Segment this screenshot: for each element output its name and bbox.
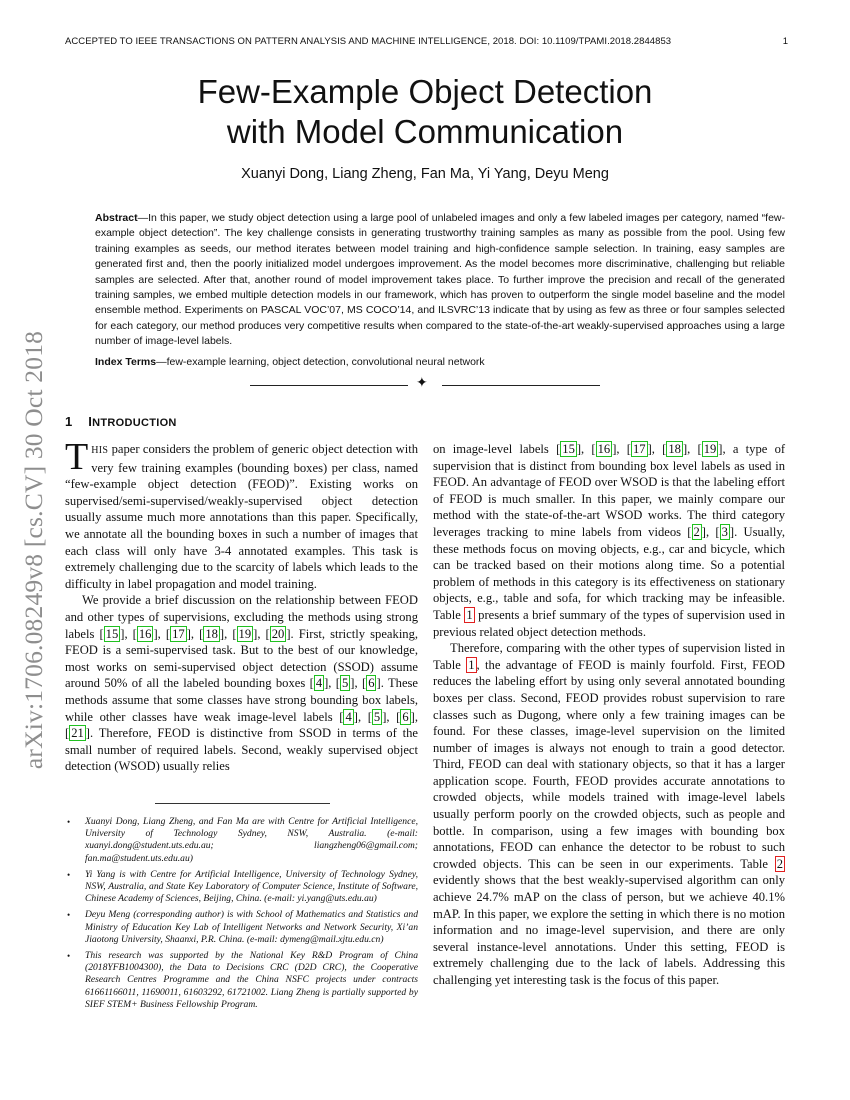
table-ref-link[interactable]: 1 bbox=[466, 607, 473, 622]
footnote-rule bbox=[155, 803, 330, 804]
divider-line-left bbox=[250, 385, 408, 386]
arxiv-stamp-text: arXiv:1706.08249v8 [cs.CV] 30 Oct 2018 bbox=[19, 330, 48, 770]
section-divider bbox=[250, 376, 600, 392]
intro-text: paper considers the problem of generic object detection with very few training examples (bounding boxes) per class, named “few-example object detection (FEOD)”. Existing works on supervised/semi-supervised/weakly-supervised object detection usually assume much more annotations than this paper. Specifically, we annotate all the bounding boxes in such a number of images that each class will only have 3-4 annotated examples. This task is extremely challenging due to the scarcity of labels which leads to the difficulty in label propagation and model training. bbox=[65, 442, 418, 591]
citation-link[interactable]: 15 bbox=[562, 442, 575, 456]
intro-paragraph-3: on image-level labels [ 15 ], [ 16 ], [ 17 ], [ 18 ], [ 19 ], a type of supervision that is distinct from bounding box level labels as used in FEOD. An advantage of FEOD over WSOD is that the labeling effort of FEOD is much smaller. In this paper, we mainly compare our method with the state-of-the-art WSOD works. The third category leverages tracking to mine labels from videos [ 2 ], [ 3 ]. Usually, these methods focus on moving objects, e.g., car and bicycle, which can be tracked based on their motions along time. So a potential problem of methods in this category is its effectiveness on stationary objects, e.g., table and sofa, for which tracking may be infeasible. Table 1 presents a brief summary of the types of supervision used in previous related object detection methods. bbox=[433, 442, 786, 639]
citation-link[interactable]: 19 bbox=[238, 626, 252, 641]
p3-text-a: on image-level labels bbox=[433, 442, 557, 456]
intro-paragraph-4 bbox=[433, 640, 785, 988]
abstract-text: —In this paper, we study object detection using a large pool of unlabeled images and only a few labeled images per category, named “few-example object detection”. The key challenge consists in generating trustworthy training samples as many as possible from the pool. Using few training examples as seeds, our method iterates between model training and high-confidence sample selection. In training, easy samples are generated first and, then the poorly initialized model undergoes improvement. As the model becomes more discriminative, challenging but reliable samples are selected. After that, another round of model improvement takes place. To further improve the precision and recall of the generated training samples, we embed multiple detection models in our framework, which has proven to outperform the single model baseline and the model ensemble method. Experiments on PASCAL VOC’07, MS COCO’14, and ILSVRC’13 indicate that by using as few as three or four samples selected for each category, our method produces very competitive results when compared to the state-of-the-art weakly-supervised approaches using a large number of image-level labels. bbox=[95, 212, 785, 348]
section-title-rest: NTRODUCTION bbox=[92, 417, 177, 429]
left-column bbox=[65, 436, 419, 775]
citation-link[interactable]: 18 bbox=[205, 626, 218, 641]
abstract bbox=[95, 211, 785, 350]
p3-text-c: . Usually, these methods focus on moving objects, e.g., car and bicycle, which can be tracked based on their motions along time. So a potential problem of methods in this category is its effectiveness on stationary objects, e.g., table and sofa, for which tracking may be infeasible. Table bbox=[433, 524, 786, 622]
citation-link[interactable]: 16 bbox=[597, 442, 611, 456]
section-heading bbox=[65, 414, 177, 429]
p3-text-d: presents a brief summary of the types of supervision used in previous related object detection methods. bbox=[433, 607, 785, 639]
p3-text-b: , a type of supervision that is distinct from bounding box level labels as used in FEOD. An advantage of FEOD over WSOD is that the labeling effort of FEOD is much smaller. In this paper, we mainly compare our method with the state-of-the-art WSOD works. The third category leverages tracking to mine labels from videos bbox=[433, 442, 786, 539]
section-title-initial: I bbox=[88, 414, 93, 429]
citation-link[interactable]: 3 bbox=[721, 524, 728, 539]
paper-title bbox=[0, 72, 850, 152]
citation-link[interactable]: 17 bbox=[172, 626, 185, 641]
drop-cap: T bbox=[65, 436, 89, 478]
citation-link[interactable]: 19 bbox=[703, 442, 717, 456]
bullet-icon: • bbox=[67, 910, 71, 921]
footnote-item bbox=[65, 816, 418, 865]
p2-text-b: . First, strictly speaking, FEOD is a semi-supervised task. But to the best of our knowledge, most works on semi-supervised object detection (SSOD) assume around 50% of all the labeled bounding boxes bbox=[65, 626, 419, 691]
citation-link[interactable]: 5 bbox=[373, 709, 381, 724]
footnote-text: Deyu Meng (corresponding author) is with School of Mathematics and Statistics and Ministry of Education Key Lab of Intelligent Networks and Network Security, Xi’an Jiaotong University, Shaanxi, P.R. China. (e-mail: dymeng@mail.xjtu.edu.cn) bbox=[85, 909, 418, 945]
bullet-icon: • bbox=[67, 869, 71, 880]
arxiv-stamp bbox=[14, 290, 54, 810]
right-column bbox=[433, 441, 785, 989]
table-ref-link[interactable]: 2 bbox=[776, 856, 783, 871]
p2-text-a: We provide a brief discussion on the relationship between FEOD and other types of supervisions, excluding the methods using strong labels bbox=[65, 593, 418, 641]
page-number: 1 bbox=[782, 36, 788, 47]
citation-link[interactable]: 6 bbox=[402, 709, 409, 724]
divider-line-right bbox=[442, 385, 600, 386]
index-terms-label: Index Terms bbox=[95, 356, 157, 368]
bullet-icon: • bbox=[67, 951, 71, 962]
index-terms-text: —few-example learning, object detection, convolutional neural network bbox=[156, 356, 485, 368]
footnote-item bbox=[65, 869, 418, 906]
intro-paragraph-1 bbox=[65, 436, 418, 592]
abstract-label: Abstract bbox=[95, 212, 138, 224]
citation-link[interactable]: 17 bbox=[632, 442, 646, 456]
index-terms bbox=[95, 356, 785, 368]
p2-text-d: . Therefore, FEOD is distinctive from SSOD in terms of the small number of required labels. Second, weakly supervised object detection (WSOD) usually relies bbox=[65, 726, 418, 774]
author-list: Xuanyi Dong, Liang Zheng, Fan Ma, Yi Yang, Deyu Meng bbox=[241, 166, 609, 182]
footnote-item bbox=[65, 950, 418, 1011]
citation-link[interactable]: 4 bbox=[345, 709, 352, 724]
p4-text-b: , the advantage of FEOD is mainly fourfold. First, FEOD reduces the labeling effort by using only several annotated bounding boxes per class. Second, FEOD provides robust supervision to rare classes such as Dugong, where only a few training images can be found. For these classes, image-level supervision on the limited number of images is always not enough to train a good detector. Third, FEOD can deal with stationary objects, so that it has a larger application scope. Fourth, FEOD provides accurate annotations to crowded objects, while models trained with image-level labels usually perform poorly on the crowded objects, such as people and bottle. In comparison, using a few images with bounding box annotations, FEOD can enhance the detector to be robust to such crowded objects. This can be seen in our experiments. Table bbox=[433, 657, 786, 871]
table-ref-link[interactable]: 1 bbox=[468, 657, 475, 672]
p4-text-a: Therefore, comparing with the other types of supervision listed in Table bbox=[433, 641, 785, 672]
journal-header: ACCEPTED TO IEEE TRANSACTIONS ON PATTERN ANALYSIS AND MACHINE INTELLIGENCE, 2018. DOI: 10.1109/TPAMI.2018.2844853 bbox=[65, 36, 672, 47]
divider-star-icon: ✦ bbox=[416, 376, 428, 391]
footnote-text: This research was supported by the National Key R&D Program of China (2018YFB1004300), the Data to Decisions CRC (D2D CRC), the Cooperative Research Centres Programme and the China NSFC projects under contracts 61661166011, 11690011, 61603292, 61721002. Liang Zheng is partially supported by SIEF STEM+ Business Fellowship Program. bbox=[85, 950, 418, 1010]
section-number: 1 bbox=[65, 414, 73, 429]
intro-paragraph-2: We provide a brief discussion on the relationship between FEOD and other types of supervisions, excluding the methods using strong labels [ 15 ], [ 16 ], [ 17 ], [ 18 ], [ 19 ], [ 20 ]. First, strictly speaking, FEOD is a semi-supervised task. But to the best of our knowledge, most works on semi-supervised object detection (SSOD) assume around 50% of all the labeled bounding boxes [ 4 ], [ 5 ], [ 6 ]. These methods assume that some classes have strong bounding box labels, while other classes have weak image-level labels [ 4 ], [ 5 ], [ 6 ], [ 21 ]. Therefore, FEOD is distinctive from SSOD in terms of the small number of required labels. Second, weakly supervised object detection (WSOD) usually relies bbox=[65, 593, 419, 774]
citation-link[interactable]: 2 bbox=[693, 524, 700, 539]
citation-link[interactable]: 21 bbox=[71, 726, 84, 741]
citation-link[interactable]: 6 bbox=[368, 676, 375, 691]
footnote-text: Yi Yang is with Centre for Artificial Intelligence, University of Technology Sydney, NSW, Australia, and State Key Laboratory of Computer Science, Institute of Software, Chinese Academy of Sciences, Beijing, China. (e-mail: yi.yang@uts.edu.au) bbox=[85, 868, 418, 905]
footnote-text: Xuanyi Dong, Liang Zheng, and Fan Ma are with Centre for Artificial Intelligence, University of Technology Sydney, NSW, Australia. (e-mail: xuanyi.dong@student.uts.edu.au; liangzheng06@gmail.com; fan.ma@student.uts.edu.au) bbox=[85, 816, 418, 864]
title-line-2: with Model Communication bbox=[226, 113, 624, 150]
citation-link[interactable]: 15 bbox=[105, 626, 119, 641]
citation-link[interactable]: 4 bbox=[315, 676, 323, 691]
citation-link[interactable]: 18 bbox=[668, 442, 681, 456]
footnotes bbox=[65, 816, 418, 1015]
footnote-item bbox=[65, 909, 418, 946]
title-line-1: Few-Example Object Detection bbox=[197, 73, 653, 110]
intro-smallcaps: HIS bbox=[91, 445, 109, 456]
citation-link[interactable]: 20 bbox=[271, 626, 285, 641]
p4-text-c: evidently shows that the best weakly-supervised algorithm can only achieve 24.7% mAP on the class of person, but we achieve 40.1% mAP. In this paper, we explore the setting in which there is no motion information and no image-level supervision, and there are only several instance-level annotations. Under this setting, FEOD is extremely challenging due to the lack of labels. Addressing this challenging yet interesting task is the focus of this paper. bbox=[433, 873, 785, 987]
bullet-icon: • bbox=[67, 817, 71, 827]
citation-link[interactable]: 16 bbox=[138, 626, 152, 641]
p2-text-c: . These methods assume that some classes have strong bounding box labels, while other classes have weak image-level labels bbox=[65, 676, 419, 724]
citation-link[interactable]: 5 bbox=[342, 676, 349, 691]
